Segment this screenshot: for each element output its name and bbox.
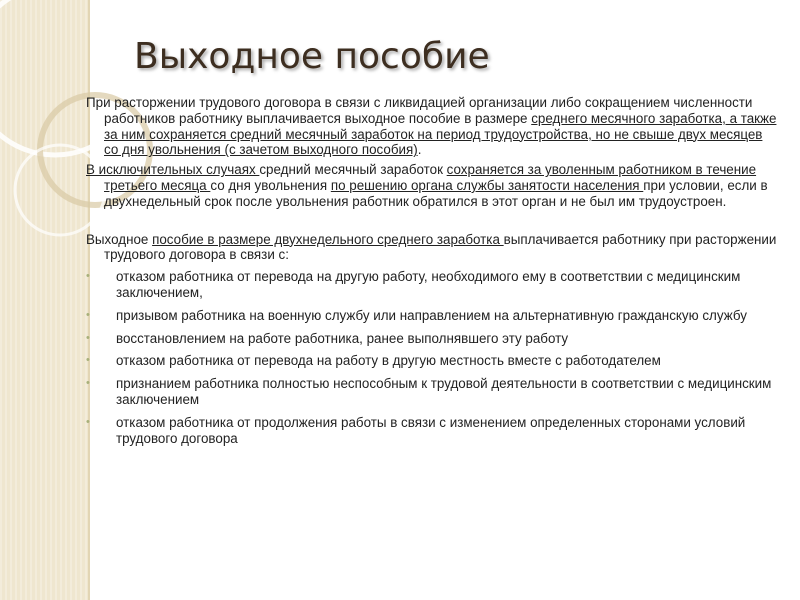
paragraph-text: со дня увольнения — [210, 177, 331, 193]
bullet-icon: • — [86, 354, 90, 367]
list-item-text: призывом работника на военную службу или направлением на альтернативную гражданскую службу — [116, 307, 747, 323]
paragraph-text: выплачивается работнику при расторжении трудового договора в связи с: — [104, 231, 777, 263]
bullet-icon: • — [86, 270, 90, 283]
paragraph-text: . — [417, 142, 422, 158]
list-item — [86, 353, 778, 369]
bullet-icon: • — [86, 308, 90, 321]
slide-content — [86, 95, 778, 453]
list-item-text: отказом работника от перевода на другую работу, необходимого ему в соответствии с медицинским заключением, — [116, 269, 741, 300]
list-item-text: отказом работника от перевода на работу в другую местность вместе с работодателем — [116, 353, 661, 369]
underlined-text: В исключительных случаях — [86, 162, 260, 178]
paragraph-text: При расторжении трудового договора в связи с ликвидацией организации либо сокращением численности работников работнику выплачивается выходное пособие в размере — [86, 95, 753, 126]
list-item-text: отказом работника от продолжения работы в связи с изменением определенных сторонами условий трудового договора — [116, 414, 746, 446]
list-item — [86, 269, 778, 301]
list-item — [86, 415, 778, 447]
underlined-text: пособие в размере двухнедельного среднего заработка — [152, 231, 504, 247]
list-item — [86, 331, 778, 347]
paragraph-text: Выходное — [86, 231, 153, 247]
paragraph-text: средний месячный заработок — [259, 162, 447, 178]
paragraph-text: при условии, если в двухнедельный срок после увольнения работник обратился в этот орган и не был им трудоустроен. — [104, 177, 768, 209]
decorative-side-panel — [0, 0, 90, 600]
underlined-text: среднего месячного заработка, а также за ним сохраняется средний месячный заработок на период трудоустройства, но не свыше двух месяцев со дня увольнения (с зачетом выходного пособия) — [104, 110, 777, 158]
underlined-text: сохраняется за уволенным работником в течение третьего месяца — [104, 162, 757, 193]
list-item — [86, 376, 778, 408]
list-item-text: восстановлением на работе работника, ранее выполнявшего эту работу — [116, 330, 569, 346]
bullet-icon: • — [86, 377, 90, 390]
paragraph-exceptional-cases — [86, 162, 778, 209]
paragraph-two-week-allowance — [86, 232, 778, 264]
bullet-icon: • — [86, 415, 90, 428]
list-item-text: признанием работника полностью неспособным к трудовой деятельности в соответствии с медицинским заключением — [116, 376, 772, 407]
underlined-text: по решению органа службы занятости населения — [330, 177, 644, 193]
list-item — [86, 308, 778, 324]
grounds-list — [86, 269, 778, 446]
paragraph-liquidation — [86, 95, 778, 158]
bullet-icon: • — [86, 331, 90, 344]
slide-title: Выходное пособие — [134, 36, 490, 77]
